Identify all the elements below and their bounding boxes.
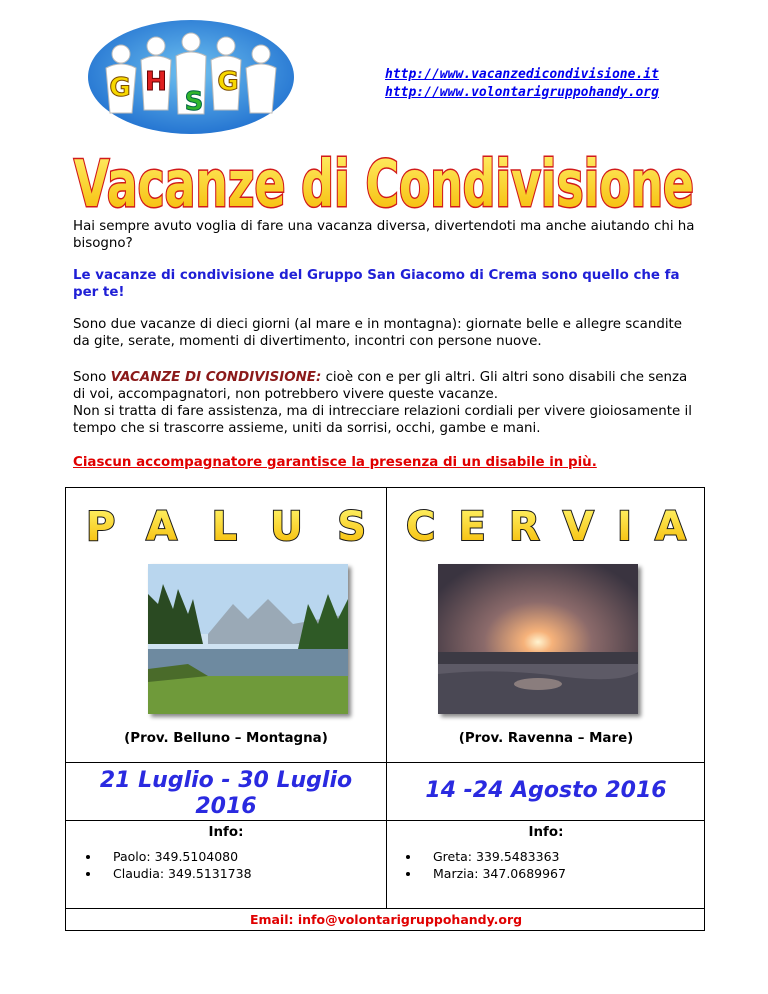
volontari-link[interactable]: http://www.volontarigruppohandy.org xyxy=(385,85,659,100)
logo-letter-s: S xyxy=(184,87,204,117)
cervia-dates: 14 -24 Agosto 2016 xyxy=(425,778,667,803)
logo-letter-h: H xyxy=(145,67,167,97)
logo-letter-g2: G xyxy=(217,67,239,97)
cervia-contacts xyxy=(403,848,566,882)
palus-contacts xyxy=(83,848,252,882)
accompagnatore-note: Ciascun accompagnatore garantisce la presenza di un disabile in più. xyxy=(73,455,597,470)
logo-letter-g1: G xyxy=(109,73,131,103)
intro-highlight: Le vacanze di condivisione del Gruppo San Giacomo di Crema sono quello che fa per te! xyxy=(73,268,680,300)
cervia-info-label: Info: xyxy=(528,825,564,840)
email-footer[interactable]: Email: info@volontarigruppohandy.org xyxy=(249,912,523,927)
p4-emphasis: VACANZE DI CONDIVISIONE: xyxy=(110,370,322,385)
contact-paolo: • Paolo: 349.5104080 xyxy=(101,848,252,865)
p4-lead: Sono xyxy=(73,370,111,385)
column-divider xyxy=(386,488,387,908)
cervia-province: (Prov. Ravenna – Mare) xyxy=(458,731,634,746)
row-divider-prov xyxy=(66,762,704,763)
description-paragraph: Sono due vacanze di dieci giorni (al mare e in montagna): giornate belle e allegre scandite da gite, serate, momenti di divertimento, incontri con persone nuove. xyxy=(73,317,683,349)
palus-title: PALUS xyxy=(86,504,366,546)
cervia-heading xyxy=(396,502,696,546)
cervia-title: CERVIA xyxy=(406,504,686,546)
palus-info-label: Info: xyxy=(208,825,244,840)
palus-dates: 21 Luglio - 30 Luglio 2016 xyxy=(99,768,353,819)
condivisione-paragraph xyxy=(73,369,698,437)
palus-photo xyxy=(148,564,348,714)
vacanze-link[interactable]: http://www.vacanzedicondivisione.it xyxy=(385,67,659,82)
contact-greta: • Greta: 339.5483363 xyxy=(421,848,566,865)
contact-claudia: • Claudia: 349.5131738 xyxy=(101,865,252,882)
row-divider-date xyxy=(66,820,704,821)
page-title xyxy=(64,140,704,216)
destinations-table xyxy=(65,487,705,931)
p4-second-line: Non si tratta di fare assistenza, ma di intrecciare relazioni cordiali per vivere gioiosamente il tempo che si trascorre assieme, uniti da sorrisi, occhi, gambe e mani. xyxy=(73,404,692,436)
website-links xyxy=(385,66,659,102)
row-divider-email xyxy=(66,908,704,909)
palus-heading xyxy=(76,502,376,546)
p4-rest: cioè con e per gli altri. Gli altri sono disabili che senza di voi, accompagnatori, non potrebbero vivere queste vacanze. xyxy=(73,370,688,402)
intro-question: Hai sempre avuto voglia di fare una vacanza diversa, divertendoti ma anche aiutando chi ha bisogno? xyxy=(73,219,695,251)
contact-marzia: • Marzia: 347.0689967 xyxy=(421,865,566,882)
title-text: Vacanze di Condivisione xyxy=(74,148,694,216)
palus-province: (Prov. Belluno – Montagna) xyxy=(124,731,328,746)
group-logo xyxy=(86,18,296,136)
cervia-photo xyxy=(438,564,638,714)
